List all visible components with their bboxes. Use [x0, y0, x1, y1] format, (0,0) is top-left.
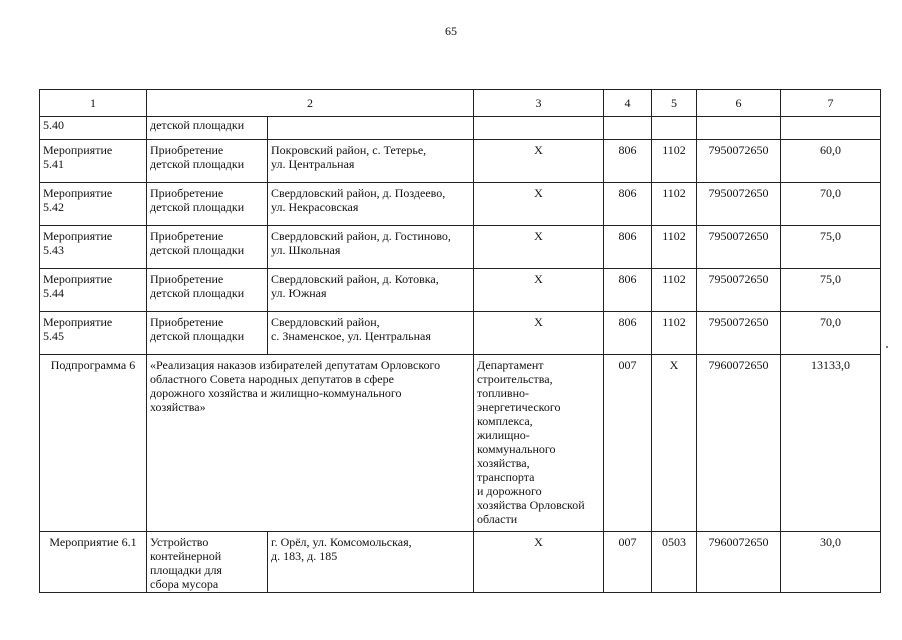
name-line: Приобретение: [150, 143, 224, 157]
budget-table: [39, 89, 881, 593]
location-cell: [268, 117, 474, 140]
col4-cell: 806: [604, 183, 652, 226]
executor-cell: Х: [474, 532, 604, 593]
col4-cell: [604, 117, 652, 140]
col4-cell: 007: [604, 532, 652, 593]
col4-cell: 806: [604, 140, 652, 183]
executor-line: хозяйства Орловской: [477, 498, 585, 512]
col5-cell: Х: [652, 355, 697, 532]
code-line: Мероприятие: [43, 186, 113, 200]
name-line: детской площадки: [150, 200, 245, 214]
location-cell: [268, 269, 474, 312]
col6-cell: 7950072650: [697, 269, 781, 312]
table-row-subprogram: [40, 355, 881, 532]
location-line: ул. Школьная: [271, 243, 341, 257]
col4-cell: 806: [604, 312, 652, 355]
location-line: с. Знаменское, ул. Центральная: [271, 329, 431, 343]
scan-speck: [886, 346, 888, 348]
table-header-row: [40, 90, 881, 117]
executor-line: хозяйства,: [477, 456, 530, 470]
executor-cell: Х: [474, 269, 604, 312]
col6-cell: 7950072650: [697, 312, 781, 355]
col6-cell: 7950072650: [697, 183, 781, 226]
name-line: площадки для: [150, 563, 222, 577]
col5-cell: [652, 117, 697, 140]
page-number: 65: [445, 24, 457, 38]
executor-cell: Х: [474, 312, 604, 355]
header-cell: 5: [652, 90, 697, 117]
subprogram-name-cell: [147, 355, 474, 532]
code-line: 5.42: [43, 200, 64, 214]
code-cell: Мероприятие 6.1: [40, 532, 147, 593]
location-line: Свердловский район, д. Поздеево,: [271, 186, 446, 200]
col6-cell: 7950072650: [697, 140, 781, 183]
executor-line: энергетического: [477, 400, 561, 414]
executor-line: области: [477, 512, 518, 526]
executor-line: жилищно-: [477, 428, 530, 442]
header-cell: 7: [781, 90, 881, 117]
code-line: 5.41: [43, 157, 64, 171]
col6-cell: 7950072650: [697, 226, 781, 269]
code-line: Мероприятие: [43, 315, 113, 329]
table-row: [40, 312, 881, 355]
executor-line: коммунального: [477, 442, 556, 456]
location-line: г. Орёл, ул. Комсомольская,: [271, 535, 412, 549]
executor-line: комплекса,: [477, 414, 533, 428]
name-line: Приобретение: [150, 186, 224, 200]
name-line: контейнерной: [150, 549, 222, 563]
code-cell: Подпрограмма 6: [40, 355, 147, 532]
header-cell: 4: [604, 90, 652, 117]
name-cell: детской площадки: [147, 117, 268, 140]
code-cell: [40, 269, 147, 312]
name-line: детской площадки: [150, 157, 245, 171]
name-line: «Реализация наказов избирателей депутатам Орловского: [150, 358, 441, 372]
location-cell: [268, 226, 474, 269]
location-line: ул. Некрасовская: [271, 200, 359, 214]
executor-cell: [474, 117, 604, 140]
location-line: ул. Центральная: [271, 157, 355, 171]
name-cell: [147, 140, 268, 183]
code-cell: [40, 226, 147, 269]
location-cell: [268, 140, 474, 183]
name-cell: [147, 226, 268, 269]
code-cell: [40, 140, 147, 183]
header-cell: 6: [697, 90, 781, 117]
location-cell: [268, 312, 474, 355]
name-cell: [147, 532, 268, 593]
executor-line: Департамент: [477, 358, 544, 372]
executor-cell: Х: [474, 183, 604, 226]
location-line: Свердловский район, д. Гостиново,: [271, 229, 451, 243]
code-line: 5.44: [43, 286, 64, 300]
executor-cell: Х: [474, 140, 604, 183]
name-line: детской площадки: [150, 329, 245, 343]
name-line: Приобретение: [150, 315, 224, 329]
table-row: [40, 532, 881, 593]
col7-cell: 60,0: [781, 140, 881, 183]
col6-cell: 7960072650: [697, 532, 781, 593]
executor-line: и дорожного: [477, 484, 542, 498]
code-line: Мероприятие: [43, 229, 113, 243]
col5-cell: 1102: [652, 312, 697, 355]
code-cell: [40, 312, 147, 355]
col5-cell: 1102: [652, 183, 697, 226]
col5-cell: 1102: [652, 140, 697, 183]
name-line: Приобретение: [150, 272, 224, 286]
location-cell: [268, 532, 474, 593]
col5-cell: 0503: [652, 532, 697, 593]
name-line: дорожного хозяйства и жилищно-коммунального: [150, 386, 402, 400]
col4-cell: 806: [604, 226, 652, 269]
header-cell: 3: [474, 90, 604, 117]
col4-cell: 806: [604, 269, 652, 312]
executor-line: строительства,: [477, 372, 553, 386]
table-row: [40, 226, 881, 269]
col6-cell: [697, 117, 781, 140]
location-cell: [268, 183, 474, 226]
col4-cell: 007: [604, 355, 652, 532]
name-line: детской площадки: [150, 243, 245, 257]
executor-line: транспорта: [477, 470, 535, 484]
name-cell: [147, 312, 268, 355]
col7-cell: 30,0: [781, 532, 881, 593]
col7-cell: 75,0: [781, 269, 881, 312]
col5-cell: 1102: [652, 226, 697, 269]
name-line: детской площадки: [150, 286, 245, 300]
header-cell: 2: [147, 90, 474, 117]
col7-cell: 75,0: [781, 226, 881, 269]
executor-cell: Х: [474, 226, 604, 269]
code-line: Мероприятие: [43, 272, 113, 286]
table-row: [40, 269, 881, 312]
name-line: Устройство: [150, 535, 209, 549]
header-cell: 1: [40, 90, 147, 117]
code-line: Мероприятие: [43, 143, 113, 157]
table-row: [40, 117, 881, 140]
name-line: областного Совета народных депутатов в сфере: [150, 372, 394, 386]
table-row: [40, 183, 881, 226]
code-line: 5.43: [43, 243, 64, 257]
executor-line: топливно-: [477, 386, 530, 400]
name-line: сбора мусора: [150, 577, 219, 591]
col6-cell: 7960072650: [697, 355, 781, 532]
table-row: [40, 140, 881, 183]
location-line: Свердловский район,: [271, 315, 380, 329]
location-line: Покровский район, с. Тетерье,: [271, 143, 427, 157]
name-cell: [147, 269, 268, 312]
col7-cell: 70,0: [781, 312, 881, 355]
name-line: хозяйства»: [150, 400, 206, 414]
col7-cell: [781, 117, 881, 140]
name-cell: [147, 183, 268, 226]
col7-cell: 70,0: [781, 183, 881, 226]
location-line: д. 183, д. 185: [271, 549, 338, 563]
col5-cell: 1102: [652, 269, 697, 312]
location-line: ул. Южная: [271, 286, 327, 300]
name-line: Приобретение: [150, 229, 224, 243]
col7-cell: 13133,0: [781, 355, 881, 532]
executor-cell: [474, 355, 604, 532]
code-cell: 5.40: [40, 117, 147, 140]
code-line: 5.45: [43, 329, 64, 343]
code-cell: [40, 183, 147, 226]
location-line: Свердловский район, д. Котовка,: [271, 272, 439, 286]
